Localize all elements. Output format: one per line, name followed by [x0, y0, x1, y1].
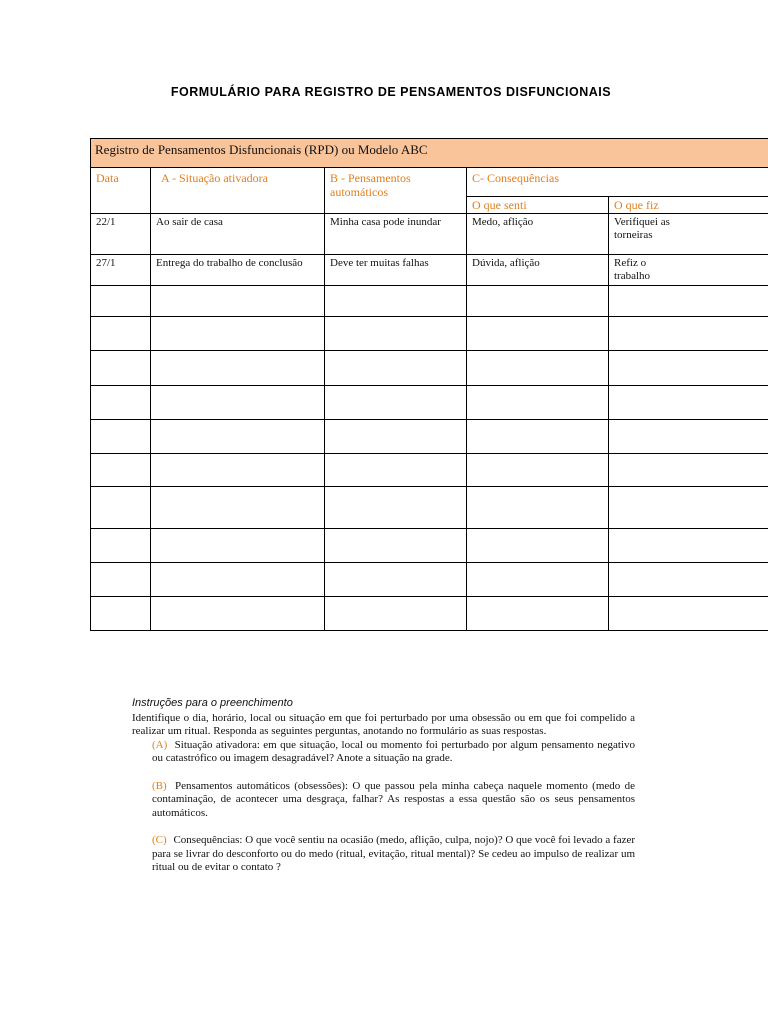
table-row-empty[interactable]: [91, 286, 768, 317]
empty-cell[interactable]: [467, 529, 609, 563]
empty-cell[interactable]: [151, 351, 325, 386]
empty-cell[interactable]: [609, 597, 768, 631]
empty-cell[interactable]: [467, 317, 609, 351]
table-row-empty[interactable]: [91, 420, 768, 454]
table-row-empty[interactable]: [91, 454, 768, 487]
empty-cell[interactable]: [325, 454, 467, 487]
document-title: FORMULÁRIO PARA REGISTRO DE PENSAMENTOS DISFUNCIONAIS: [170, 85, 612, 99]
empty-cell[interactable]: [91, 386, 151, 420]
cell-o-que-fiz: Refiz o trabalho: [609, 255, 768, 286]
empty-cell[interactable]: [151, 597, 325, 631]
empty-cell[interactable]: [325, 420, 467, 454]
empty-cell[interactable]: [91, 563, 151, 597]
empty-cell[interactable]: [151, 563, 325, 597]
empty-cell[interactable]: [325, 597, 467, 631]
table-row-empty[interactable]: [91, 563, 768, 597]
column-header-data: Data: [91, 168, 151, 214]
item-letter: (C): [152, 834, 167, 846]
empty-cell[interactable]: [467, 351, 609, 386]
item-letter: (A): [152, 738, 168, 751]
empty-cell[interactable]: [91, 529, 151, 563]
instructions-intro: Identifique o dia, horário, local ou situação em que foi perturbado por uma obsessão ou em que foi compelido a realizar um ritual. Responda as seguintes perguntas, anotando no formulário as suas respostas.: [132, 711, 635, 737]
empty-cell[interactable]: [151, 454, 325, 487]
column-header-consequencias: C- Consequências: [467, 168, 768, 197]
instruction-item-a: [152, 739, 635, 766]
instructions-title: Instruções para o preenchimento: [132, 697, 293, 709]
cell-o-que-senti: Dúvida, aflição: [467, 255, 609, 286]
empty-cell[interactable]: [609, 386, 768, 420]
empty-cell[interactable]: [609, 563, 768, 597]
cell-data: 27/1: [91, 255, 151, 286]
cell-o-que-fiz: Verifiquei as torneiras: [609, 214, 768, 255]
empty-cell[interactable]: [609, 351, 768, 386]
empty-cell[interactable]: [91, 487, 151, 529]
empty-cell[interactable]: [467, 386, 609, 420]
empty-cell[interactable]: [467, 487, 609, 529]
cell-pensamentos: Deve ter muitas falhas: [325, 255, 467, 286]
empty-cell[interactable]: [325, 487, 467, 529]
table-row-empty[interactable]: [91, 317, 768, 351]
table-row: [91, 214, 768, 255]
empty-cell[interactable]: [325, 386, 467, 420]
column-header-pensamentos: B - Pensamentos automáticos: [325, 168, 467, 214]
column-header-situacao: A - Situação ativadora: [151, 168, 325, 214]
empty-cell[interactable]: [609, 454, 768, 487]
empty-cell[interactable]: [325, 351, 467, 386]
item-letter: (B): [152, 779, 167, 792]
table-row-empty[interactable]: [91, 487, 768, 529]
empty-cell[interactable]: [467, 420, 609, 454]
table-row: [91, 255, 768, 286]
empty-cell[interactable]: [467, 563, 609, 597]
empty-cell[interactable]: [467, 597, 609, 631]
subheader-o-que-senti: O que senti: [467, 197, 609, 214]
empty-cell[interactable]: [467, 454, 609, 487]
empty-cell[interactable]: [609, 487, 768, 529]
rpd-table: [90, 138, 768, 631]
empty-cell[interactable]: [91, 351, 151, 386]
cell-pensamentos: Minha casa pode inundar: [325, 214, 467, 255]
cell-situacao: Entrega do trabalho de conclusão: [151, 255, 325, 286]
instructions-section: [132, 697, 635, 875]
table-row-empty[interactable]: [91, 351, 768, 386]
empty-cell[interactable]: [609, 420, 768, 454]
table-row-empty[interactable]: [91, 386, 768, 420]
empty-cell[interactable]: [91, 454, 151, 487]
subheader-o-que-fiz: O que fiz: [609, 197, 768, 214]
empty-cell[interactable]: [325, 563, 467, 597]
empty-cell[interactable]: [151, 317, 325, 351]
empty-cell[interactable]: [91, 317, 151, 351]
empty-cell[interactable]: [609, 317, 768, 351]
empty-cell[interactable]: [91, 597, 151, 631]
empty-cell[interactable]: [91, 286, 151, 317]
instruction-item-b: [152, 780, 635, 821]
empty-cell[interactable]: [151, 286, 325, 317]
empty-cell[interactable]: [325, 317, 467, 351]
empty-cell[interactable]: [151, 386, 325, 420]
empty-cell[interactable]: [91, 420, 151, 454]
table-row-empty[interactable]: [91, 529, 768, 563]
cell-o-que-senti: Medo, aflição: [467, 214, 609, 255]
instruction-item-c: [152, 834, 635, 875]
empty-cell[interactable]: [151, 420, 325, 454]
cell-data: 22/1: [91, 214, 151, 255]
cell-situacao: Ao sair de casa: [151, 214, 325, 255]
table-header-title: Registro de Pensamentos Disfuncionais (RPD) ou Modelo ABC: [91, 139, 768, 168]
empty-cell[interactable]: [151, 487, 325, 529]
item-text: Situação ativadora: em que situação, local ou momento foi perturbado por algum pensamento negativo ou catastrófico ou imagem desagradável? Anote a situação na grade.: [152, 738, 635, 764]
item-text: Pensamentos automáticos (obsessões): O que passou pela minha cabeça naquele momento (medo de contaminação, de acontecer uma desgraça, falhar? As respostas a essa questão são os seus pensamentos automáticos.: [152, 779, 635, 819]
item-text: Consequências: O que você sentiu na ocasião (medo, aflição, culpa, nojo)? O que você foi levado a fazer para se livrar do desconforto ou do medo (ritual, evitação, ritual mental)? Se cedeu ao impulso de realizar um ritual ou de evitar o contato ?: [152, 834, 635, 873]
empty-cell[interactable]: [325, 529, 467, 563]
empty-cell[interactable]: [609, 286, 768, 317]
empty-cell[interactable]: [325, 286, 467, 317]
empty-cell[interactable]: [609, 529, 768, 563]
empty-cell[interactable]: [467, 286, 609, 317]
table-row-empty[interactable]: [91, 597, 768, 631]
empty-cell[interactable]: [151, 529, 325, 563]
